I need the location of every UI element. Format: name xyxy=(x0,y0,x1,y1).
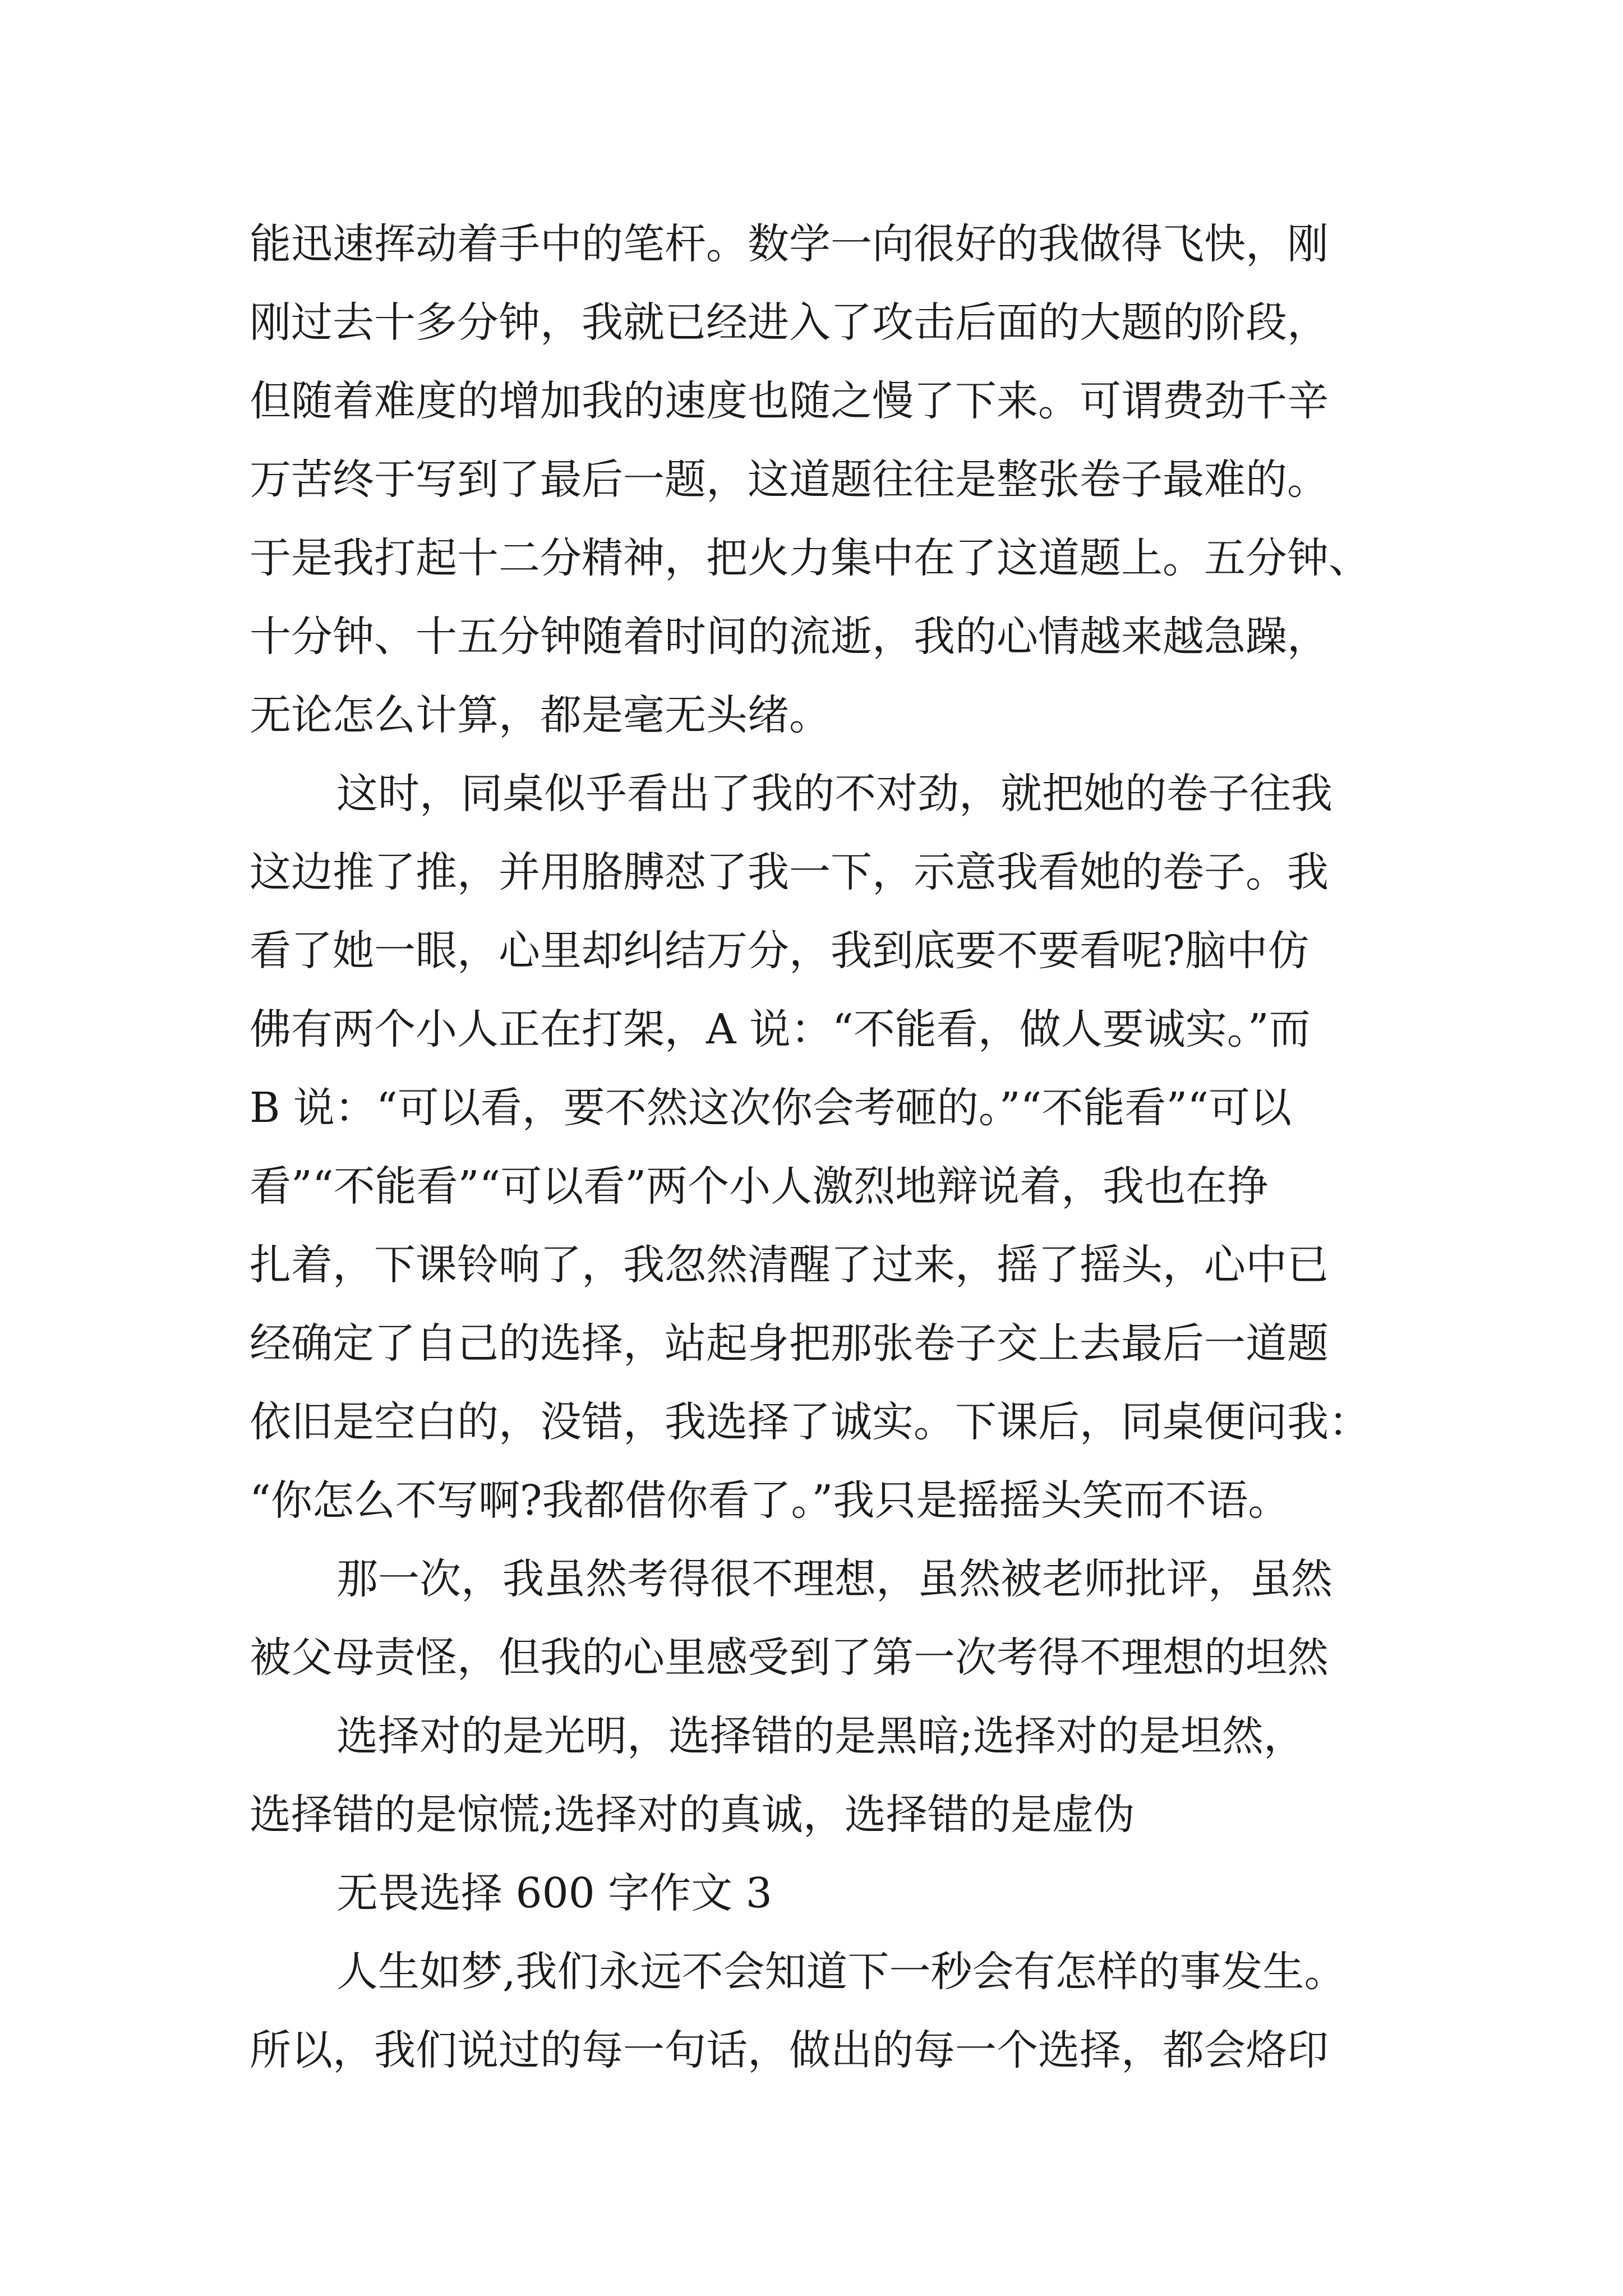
text-line: 于是我打起十二分精神，把火力集中在了这道题上。五分钟、 xyxy=(250,534,1370,582)
text-line: 选择错的是惊慌;选择对的真诚，选择错的是虚伪 xyxy=(250,1791,1135,1839)
text-line: 这边推了推，并用胳膊怼了我一下，示意我看她的卷子。我 xyxy=(250,848,1329,896)
text-line: 刚过去十多分钟，我就已经进入了攻击后面的大题的阶段， xyxy=(250,298,1329,347)
text-line: 看了她一眼，心里却纠结万分，我到底要不要看呢?脑中仿 xyxy=(250,927,1310,975)
text-line: B 说：“可以看，要不然这次你会考砸的。”“不能看”“可以 xyxy=(250,1084,1292,1132)
section-heading: 无畏选择 600 字作文 3 xyxy=(336,1869,772,1917)
text-line: 经确定了自己的选择，站起身把那张卷子交上去最后一道题 xyxy=(250,1319,1329,1368)
text-line: 但随着难度的增加我的速度也随之慢了下来。可谓费劲千辛 xyxy=(250,377,1329,425)
paragraph-first-line: 选择对的是光明，选择错的是黑暗;选择对的是坦然， xyxy=(336,1712,1305,1760)
text-line: 能迅速挥动着手中的笔杆。数学一向很好的我做得飞快，刚 xyxy=(250,220,1329,268)
text-line: 佛有两个小人正在打架，A 说：“不能看，做人要诚实。”而 xyxy=(250,1005,1311,1053)
text-line: 依旧是空白的，没错，我选择了诚实。下课后，同桌便问我： xyxy=(250,1398,1370,1446)
text-line: 无论怎么计算，都是毫无头绪。 xyxy=(250,691,831,739)
paragraph-first-line: 这时，同桌似乎看出了我的不对劲，就把她的卷子往我 xyxy=(336,770,1332,818)
paragraph-first-line: 人生如梦,我们永远不会知道下一秒会有怎样的事发生。 xyxy=(336,1948,1346,1996)
text-line: “你怎么不写啊?我都借你看了。”我只是摇摇头笑而不语。 xyxy=(250,1476,1290,1525)
text-line: 十分钟、十五分钟随着时间的流逝，我的心情越来越急躁， xyxy=(250,613,1329,661)
text-line: 被父母责怪，但我的心里感受到了第一次考得不理想的坦然 xyxy=(250,1634,1329,1682)
text-line: 万苦终于写到了最后一题，这道题往往是整张卷子最难的。 xyxy=(250,455,1329,504)
text-line: 看”“不能看”“可以看”两个小人激烈地辩说着，我也在挣 xyxy=(250,1162,1269,1211)
paragraph-first-line: 那一次，我虽然考得很不理想，虽然被老师批评，虽然 xyxy=(336,1555,1332,1603)
text-line: 扎着，下课铃响了，我忽然清醒了过来，摇了摇头，心中已 xyxy=(250,1241,1329,1289)
text-line: 所以，我们说过的每一句话，做出的每一个选择，都会烙印 xyxy=(250,2026,1329,2074)
